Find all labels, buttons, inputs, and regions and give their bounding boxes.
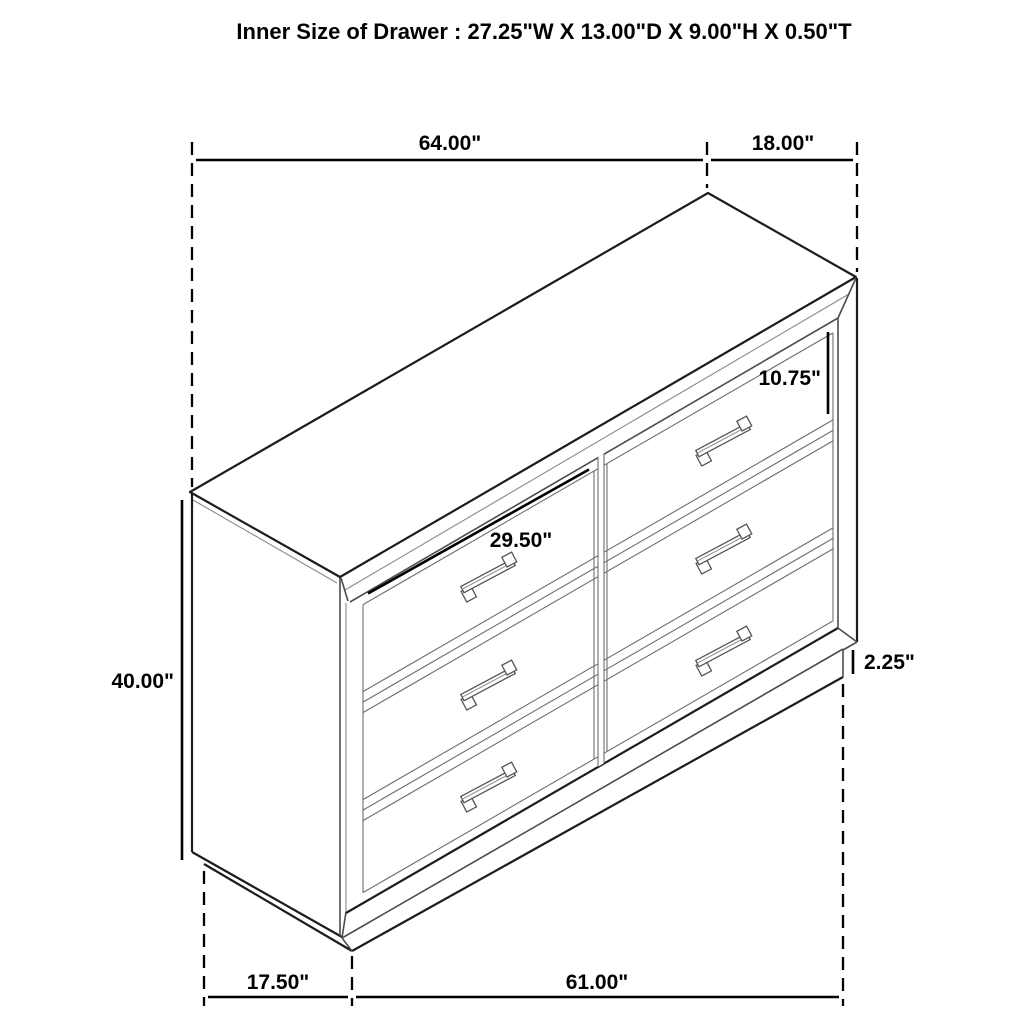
dim-bottom-width bbox=[356, 971, 839, 997]
page-title: Inner Size of Drawer : 27.25"W X 13.00"D X 9.00"H X 0.50"T bbox=[236, 19, 852, 44]
dim-label-bottom-depth: 17.50" bbox=[246, 971, 310, 994]
handle-drawer-mid-left bbox=[456, 660, 522, 710]
handle-drawer-bottom-right bbox=[691, 626, 757, 676]
dresser-drawing bbox=[190, 193, 857, 951]
dim-label-overall-height: 40.00" bbox=[111, 670, 174, 693]
handle-drawer-bottom-left bbox=[456, 762, 522, 812]
handle-drawer-mid-right bbox=[691, 524, 757, 574]
dim-label-base-height: 2.25" bbox=[864, 651, 915, 674]
center-divider bbox=[598, 453, 604, 766]
dim-base-height bbox=[843, 650, 915, 1006]
handle-drawer-top-left bbox=[456, 552, 522, 602]
dim-label-drawer-front-height: 10.75" bbox=[758, 367, 821, 390]
top-surface bbox=[190, 193, 856, 577]
handle-drawer-top-right bbox=[691, 416, 757, 466]
dim-label-top-depth: 18.00" bbox=[751, 132, 815, 155]
dim-overall-height bbox=[111, 500, 182, 860]
dim-label-drawer-inner-width: 29.50" bbox=[489, 529, 553, 552]
dim-label-bottom-width: 61.00" bbox=[565, 971, 629, 994]
dim-label-top-width: 64.00" bbox=[418, 132, 482, 155]
